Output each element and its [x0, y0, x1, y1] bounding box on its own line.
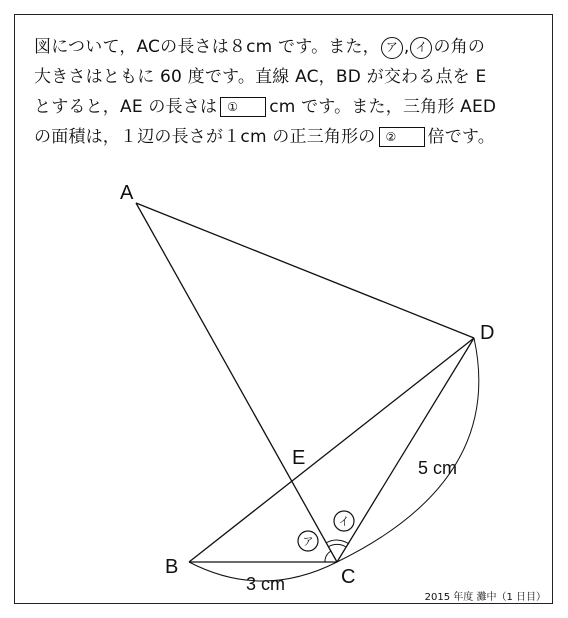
problem-line-4: の面積は，１辺の長さが１cm の正三角形の ② 倍です。 — [34, 127, 495, 147]
angle-label-i: イ — [338, 515, 350, 528]
point-label-d: D — [480, 322, 495, 344]
problem-line-2: 大きさはともに 60 度です。直線 AC，BD が交わる点を E — [34, 67, 487, 87]
problem-line-1: 図について，ACの長さは８cm です。また， ア , イ の角の — [34, 37, 486, 57]
problem-line-3: とすると，AE の長さは ① cm です。また，三角形 AED — [34, 97, 497, 117]
length-label-bc: 3 cm — [246, 574, 286, 594]
source-citation: 2015 年度 灘中（1 日目） — [424, 592, 546, 603]
point-label-e: E — [292, 447, 306, 469]
answer-blank-1[interactable]: ① — [220, 97, 266, 117]
point-label-b: B — [165, 556, 179, 578]
angle-label-a: ア — [302, 535, 314, 548]
angle-arc-i-outer — [326, 540, 349, 544]
point-label-c: C — [341, 566, 356, 588]
angle-mark-i: イ — [410, 37, 432, 59]
angle-mark-a: ア — [381, 37, 403, 59]
angle-arc-i-inner — [328, 544, 346, 547]
answer-blank-2[interactable]: ② — [379, 127, 425, 147]
segment-cd — [337, 338, 474, 562]
segment-bd — [189, 338, 474, 562]
angle-arc-a — [325, 551, 331, 562]
length-label-cd: 5 cm — [418, 458, 458, 478]
segment-ac — [136, 203, 337, 562]
segment-ad — [136, 203, 474, 338]
point-label-a: A — [120, 182, 134, 204]
